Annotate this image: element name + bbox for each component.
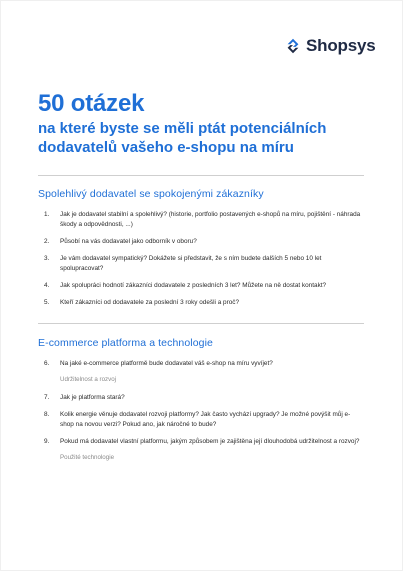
question-number: 5. [44, 299, 50, 306]
question-text: Působí na vás dodavatel jako odborník v oboru? [60, 238, 197, 245]
question-text: Jak spolupráci hodnotí zákazníci dodavatele z posledních 3 let? Můžete na ně dostat kontakt? [60, 282, 327, 289]
question-number: 1. [44, 211, 50, 218]
question-text: Jak je dodavatel stabilní a spolehlivý? (historie, portfolio postavených e-shopů na míru, pojištění - náhrada škody a odpovědnosti, ...) [60, 211, 361, 228]
question-item [44, 237, 364, 247]
question-item [44, 254, 364, 274]
question-number: 3. [44, 255, 50, 262]
shopsys-logo-mark-icon [284, 37, 302, 55]
shopsys-logo [284, 36, 375, 56]
section-title-reliable-supplier: Spolehlivý dodavatel se spokojenými zákazníky [38, 188, 264, 200]
divider [38, 175, 364, 176]
question-list-ecommerce-platform [44, 359, 364, 471]
divider [38, 323, 364, 324]
question-text: Kteří zákazníci od dodavatele za poslední 3 roky odešli a proč? [60, 299, 240, 306]
subheading-technologies [44, 453, 364, 463]
question-text: Kolik energie věnuje dodavatel rozvoji platformy? Jak často vychází upgrady? Je možné povýšit můj e-shop na novou verzi? Pokud ano, jak náročné to bude? [60, 411, 351, 428]
section-title-ecommerce-platform: E-commerce platforma a technologie [38, 337, 213, 349]
question-number: 6. [44, 360, 50, 367]
question-text: Na jaké e-commerce platformě bude dodavatel váš e-shop na míru vyvíjet? [60, 360, 273, 367]
question-text: Jak je platforma stará? [60, 394, 125, 401]
question-number: 9. [44, 438, 50, 445]
question-text: Pokud má dodavatel vlastní platformu, jakým způsobem je zajištěna její dlouhodobá udržitelnost a rozvoj? [60, 438, 360, 445]
question-item [44, 410, 364, 430]
question-item [44, 210, 364, 230]
brand-name: Shopsys [306, 36, 376, 55]
question-text: Je vám dodavatel sympatický? Dokážete si představit, že s ním budete dalších 5 nebo 10 let spolupracovat? [60, 255, 322, 272]
question-item [44, 393, 364, 403]
subheading-text: Použité technologie [60, 454, 115, 461]
subheading-text: Udržitelnost a rozvoj [60, 376, 117, 383]
question-item [44, 281, 364, 291]
question-number: 2. [44, 238, 50, 245]
question-item [44, 298, 364, 308]
question-number: 8. [44, 411, 50, 418]
question-item [44, 359, 364, 369]
question-list-reliable-supplier [44, 210, 364, 315]
subheading-sustainability [44, 375, 364, 385]
document-subtitle: na které byste se měli ptát potenciálních dodavatelů vašeho e-shopu na míru [38, 120, 327, 156]
question-number: 4. [44, 282, 50, 289]
document-title: 50 otázek [38, 90, 145, 117]
question-number: 7. [44, 394, 50, 401]
question-item [44, 437, 364, 447]
